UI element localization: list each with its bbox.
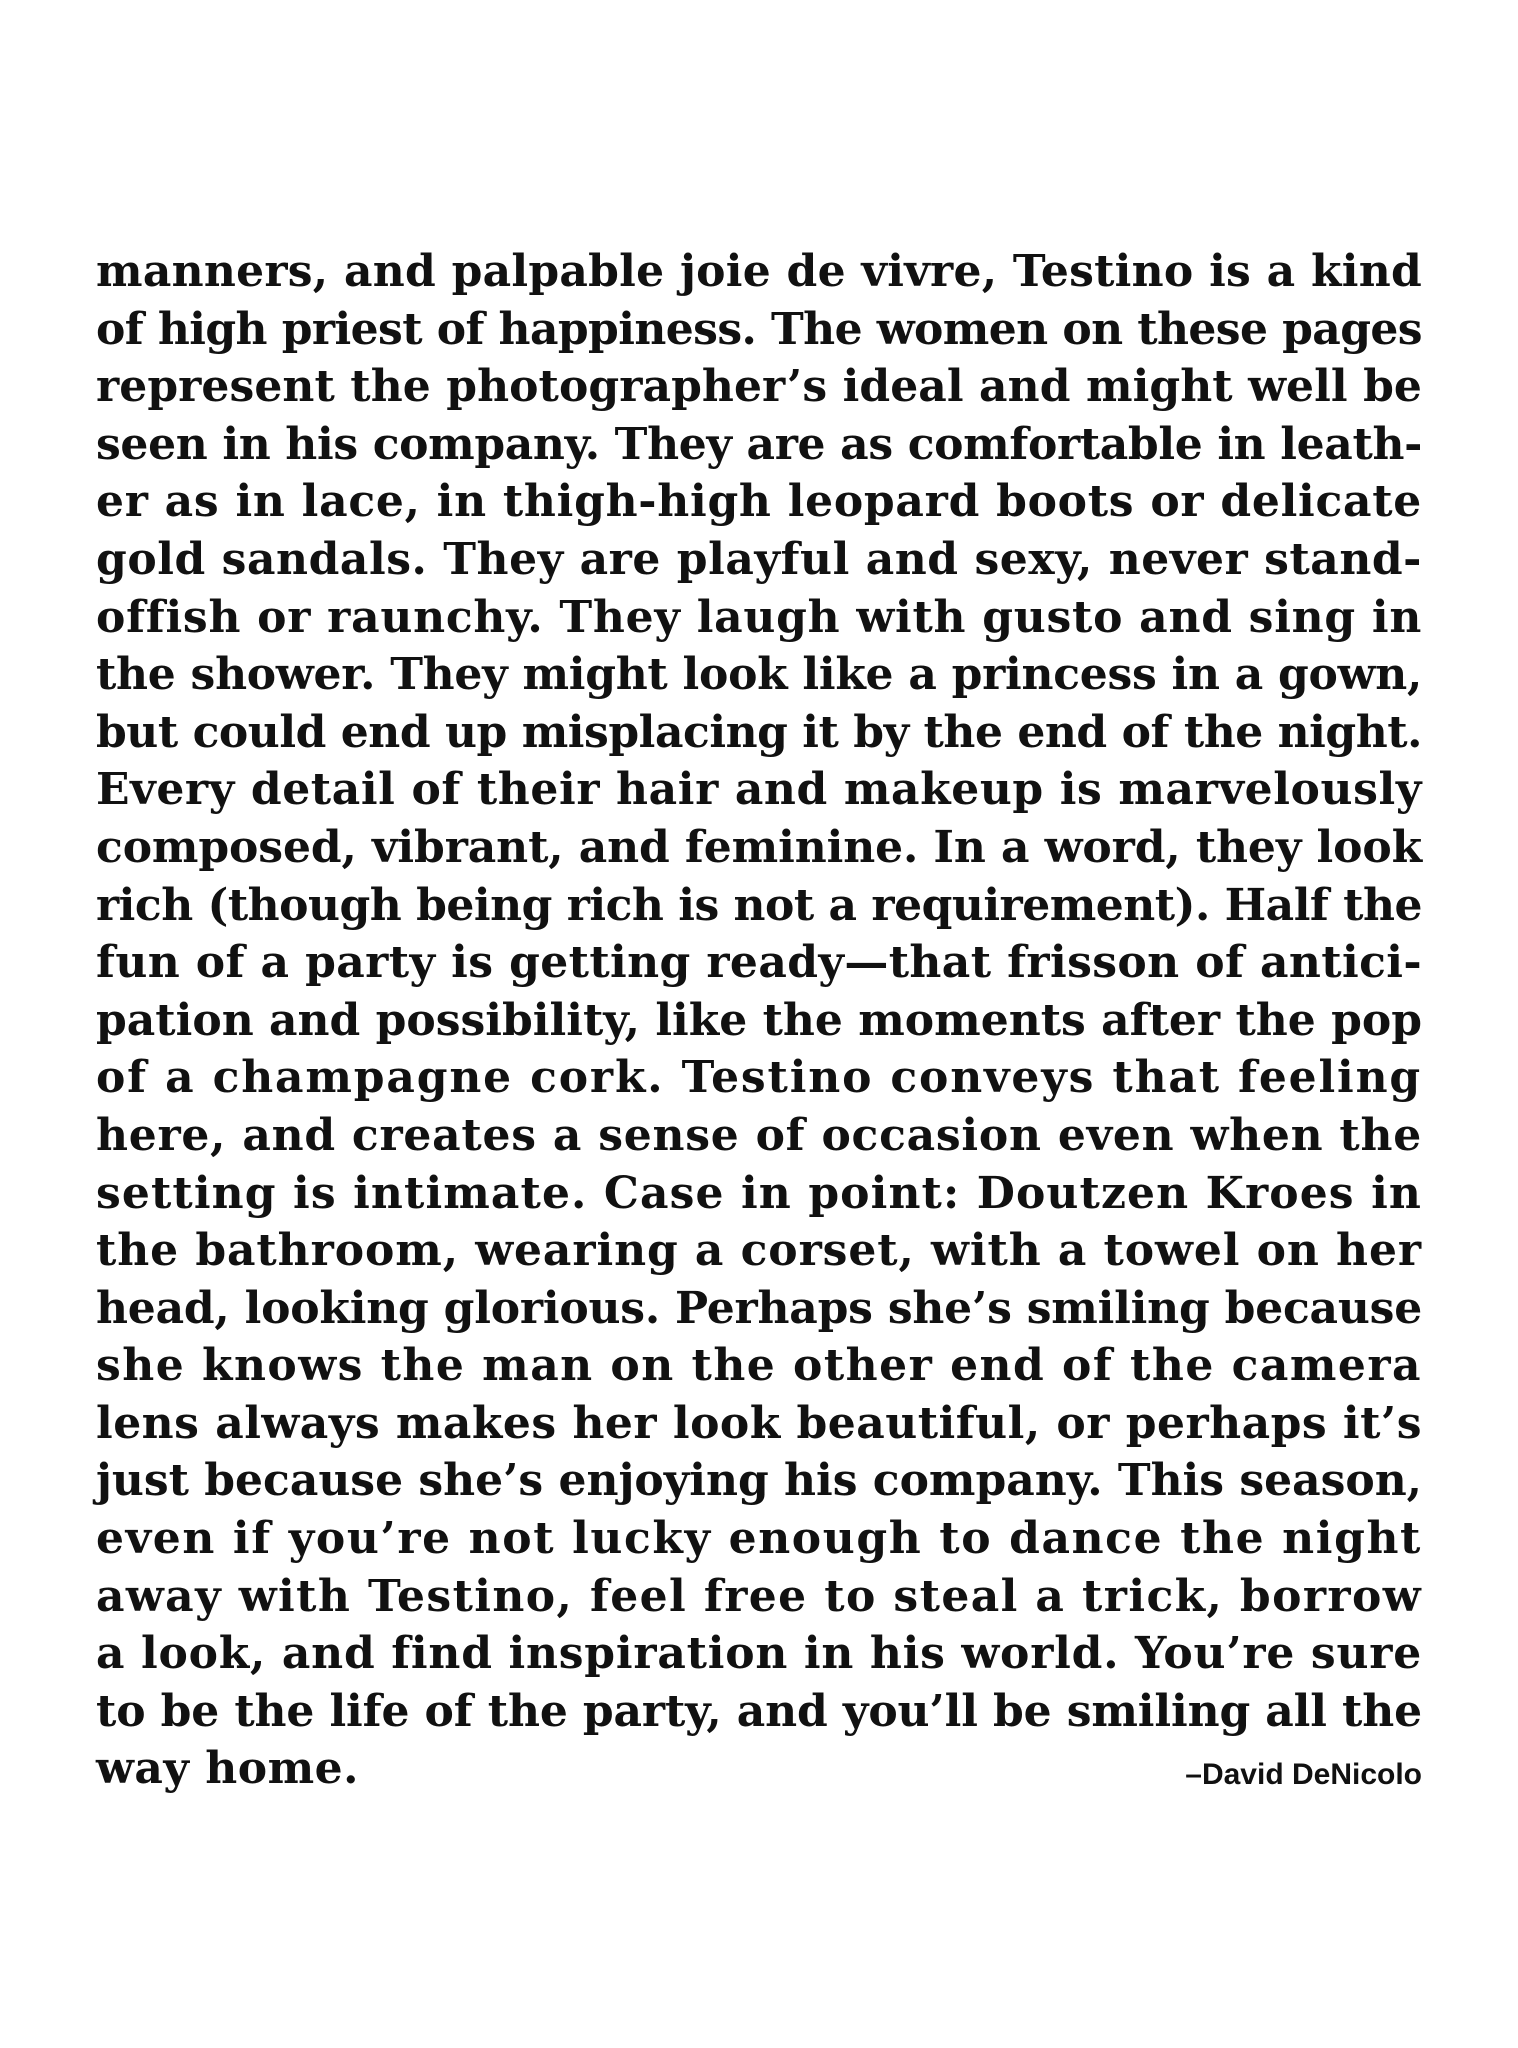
final-line [96, 1740, 1422, 1798]
body-line: she knows the man on the other end of the camera [96, 1340, 1422, 1392]
body-line: setting is intimate. Case in point: Doutzen Kroes in [96, 1167, 1422, 1219]
body-line: gold sandals. They are playful and sexy, never stand- [96, 533, 1422, 585]
body-line: of high priest of happiness. The women on these pages [96, 303, 1422, 355]
body-line: away with Testino, feel free to steal a trick, borrow [96, 1570, 1422, 1622]
final-line-text: way home. [96, 1743, 359, 1795]
body-line: composed, vibrant, and feminine. In a word, they look [96, 821, 1422, 873]
article-body [96, 243, 1422, 1798]
body-line: head, looking glorious. Perhaps she’s smiling because [96, 1282, 1422, 1334]
author-signature: –David DeNicolo [1185, 1758, 1422, 1792]
body-line: even if you’re not lucky enough to dance the night [96, 1513, 1422, 1565]
body-line: represent the photographer’s ideal and might well be [96, 361, 1422, 413]
body-line: rich (though being rich is not a requirement). Half the [96, 879, 1422, 931]
body-line: the bathroom, wearing a corset, with a towel on her [96, 1225, 1422, 1277]
body-line: to be the life of the party, and you’ll be smiling all the [96, 1685, 1422, 1737]
body-line: offish or raunchy. They laugh with gusto and sing in [96, 591, 1423, 643]
body-line: here, and creates a sense of occasion even when the [96, 1109, 1422, 1161]
body-line: of a champagne cork. Testino conveys that feeling [96, 1052, 1422, 1104]
body-line: manners, and palpable joie de vivre, Testino is a kind [96, 246, 1423, 297]
body-line: just because she’s enjoying his company. This season, [96, 1455, 1422, 1507]
body-line: seen in his company. They are as comfortable in leath- [96, 418, 1422, 470]
body-line: fun of a party is getting ready—that frisson of antici- [96, 937, 1422, 989]
body-line: lens always makes her look beautiful, or perhaps it’s [96, 1397, 1422, 1449]
body-line: but could end up misplacing it by the end of the night. [96, 706, 1422, 758]
body-line: pation and possibility, like the moments after the pop [96, 994, 1422, 1046]
body-line: Every detail of their hair and makeup is marvelously [96, 764, 1422, 816]
body-line: the shower. They might look like a princess in a gown, [96, 649, 1422, 701]
body-line: er as in lace, in thigh-high leopard boots or delicate [96, 476, 1422, 528]
body-line: a look, and find inspiration in his world. You’re sure [96, 1628, 1422, 1680]
